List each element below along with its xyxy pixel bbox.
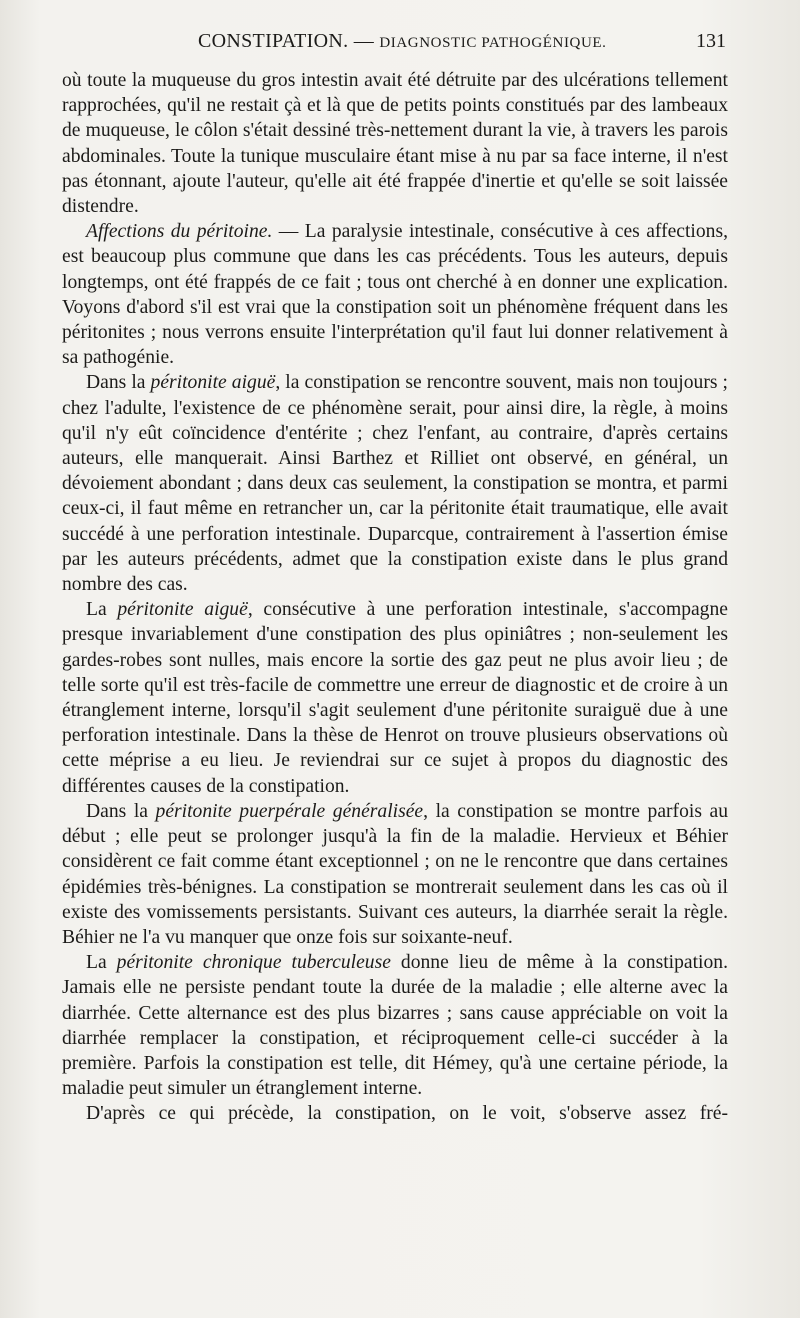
text-run: La xyxy=(86,599,118,621)
text-run: , la constipation se montre parfois au début ; elle peut se prolonger jusqu'à la fin de la maladie. Hervieux et Béhier considèrent ce fait comme étant exceptionnel ; on ne le rencontre que dans certaines épidémies très-bénignes. La constipation se montrerait seulement dans les cas où il existe des vomissements persistants. Suivant ces auteurs, la diarrhée serait la règle. Béhier ne l'a vu manquer que onze fois sur soixante-neuf. xyxy=(62,800,728,948)
running-head-title: CONSTIPATION. xyxy=(198,30,349,52)
page-number: 131 xyxy=(696,30,726,52)
italic-term: péritonite aiguë xyxy=(150,372,276,394)
paragraph xyxy=(62,1101,728,1126)
running-head xyxy=(198,30,607,53)
paragraph xyxy=(62,597,728,799)
italic-term: péritonite chronique tuberculeuse xyxy=(116,952,391,974)
text-run: , consécutive à une perforation intestinale, s'accompagne presque invariablement d'une constipation des plus opiniâtres ; non-seulement les gardes-robes sont nulles, mais encore la sortie des gaz peut ne plus avoir lieu ; de telle sorte qu'il est très-facile de commettre une erreur de diagnostic et de croire à un étranglement interne, lorsqu'il s'agit seulement d'une péritonite suraiguë due à une perforation intestinale. Dans la thèse de Henrot on trouve plusieurs observations où cette méprise a eu lieu. Je reviendrai sur ce sujet à propos du diagnostic des différentes causes de la constipation. xyxy=(62,599,728,797)
running-head-subtitle: DIAGNOSTIC PATHOGÉNIQUE. xyxy=(379,35,607,51)
text-run: D'après ce qui précède, la constipation, on le voit, s'observe assez fré- xyxy=(86,1103,728,1125)
text-run: — La paralysie intestinale, consécutive à ces affections, est beaucoup plus commune que dans les cas précédents. Tous les auteurs, depuis longtemps, ont été frappés de ce fait ; tous ont cherché à en donner une explication. Voyons d'abord s'il est vrai que la constipation soit un phénomène fréquent dans les péritonites ; nous verrons ensuite l'interprétation qu'il faut lui donner relativement à sa pathogénie. xyxy=(62,221,728,369)
text-run: Dans la xyxy=(86,800,156,822)
italic-term: péritonite aiguë xyxy=(117,599,248,621)
running-head-dash: — xyxy=(353,30,375,52)
italic-term: péritonite puerpérale généralisée xyxy=(155,800,424,822)
paragraph xyxy=(62,370,728,597)
text-run: La xyxy=(86,952,117,974)
text-run: où toute la muqueuse du gros intestin avait été détruite par des ulcérations tellement rapprochées, qu'il ne restait çà et là que de petits points constitués par des lambeaux de muqueuse, le côlon s'était dessiné très-nettement durant la vie, à travers les parois abdominales. Toute la tunique musculaire étant mise à nu par sa face interne, il n'est pas étonnant, ajoute l'auteur, qu'elle ait été frappée d'inertie et qu'elle se soit laissée distendre. xyxy=(62,70,728,218)
paragraph xyxy=(62,68,728,219)
text-run: Dans la xyxy=(86,372,151,394)
paragraph xyxy=(62,799,728,950)
paragraph xyxy=(62,219,728,370)
text-run: donne lieu de même à la constipation. Jamais elle ne persiste pendant toute la durée de la maladie ; elle alterne avec la diarrhée. Cette alternance est des plus bizarres ; sans cause appréciable on voit la diarrhée remplacer la constipation, et réciproquement celle-ci succéder à la première. Parfois la constipation est telle, dit Hémey, qu'à une certaine période, la maladie peut simuler un étranglement interne. xyxy=(62,952,728,1100)
text-run: , la constipation se rencontre souvent, mais non toujours ; chez l'adulte, l'existence de ce phénomène serait, pour ainsi dire, la règle, à moins qu'il n'y eût coïncidence d'entérite ; chez l'enfant, au contraire, d'après certains auteurs, elle manquerait. Ainsi Barthez et Rilliet ont observé, en général, un dévoiement abondant ; dans deux cas seulement, la constipation se montra, et parmi ceux-ci, il faut même en retrancher un, car la péritonite était traumatique, elle avait succédé à une perforation intestinale. Duparcque, contrairement à l'assertion émise par les auteurs précédents, admet que la constipation existe dans le plus grand nombre des cas. xyxy=(62,372,728,596)
italic-term: Affections du péritoine. xyxy=(86,221,273,243)
paragraph xyxy=(62,950,728,1101)
body-text xyxy=(62,68,728,1127)
page-header xyxy=(62,30,732,58)
